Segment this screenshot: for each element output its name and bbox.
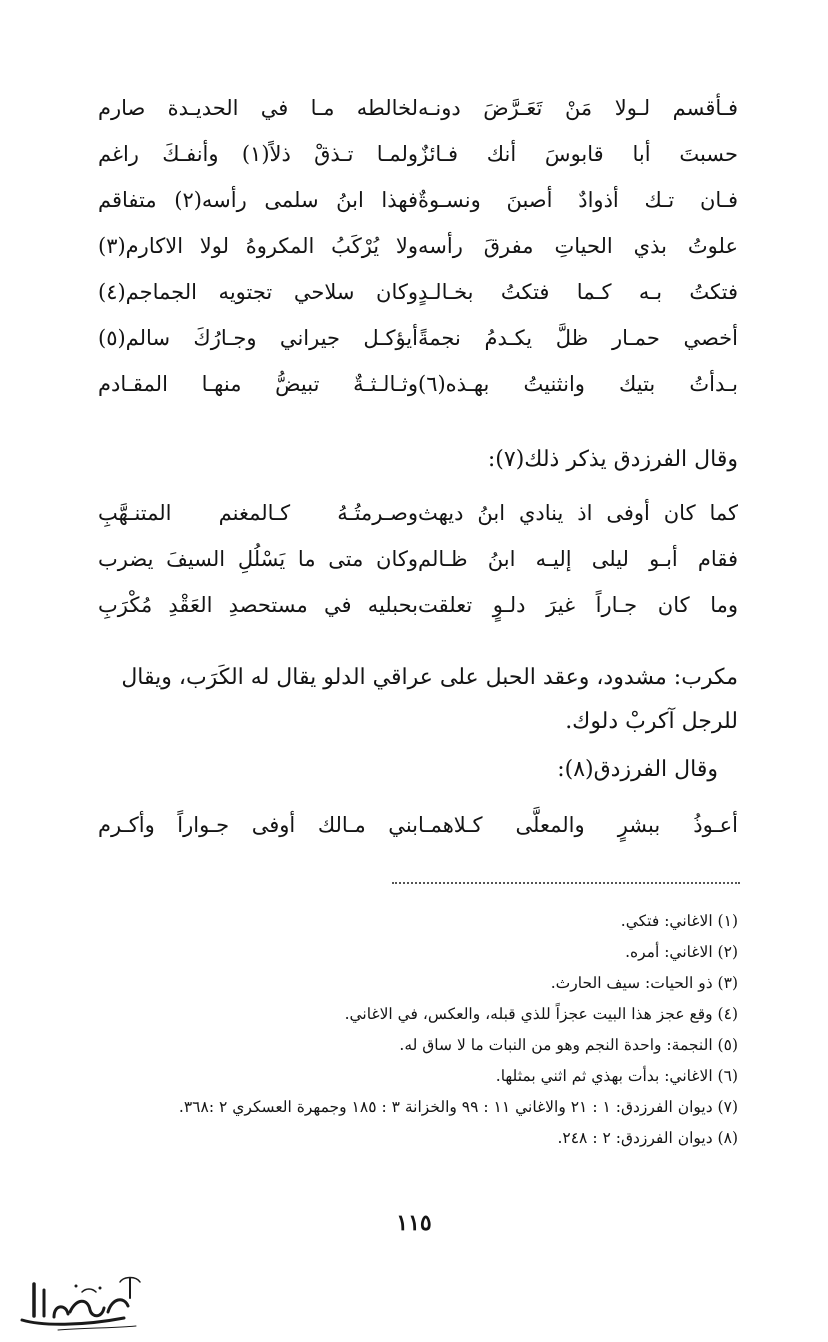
hemistich-first: أخصي حمـار ظلَّ يكـدمُ نجمةً (418, 326, 738, 350)
footnote: (٥) النجمة: واحدة النجم وهو من النبات ما لا ساق له. (399, 1036, 738, 1054)
verse (98, 536, 738, 582)
footnote: (٨) ديوان الفرزدق: ٢ : ٢٤٨. (557, 1129, 738, 1147)
hemistich-second: ولمـا تـذقْ ذلاً(١) وأنفـكَ راغم (98, 142, 418, 166)
hemistich-second: ولا يُرْكَبُ المكروهُ لولا الاكارم(٣) (98, 234, 418, 258)
verse (98, 802, 738, 848)
hemistich-first: فقام أبـو ليلى إليـه ابنُ ظـالم (418, 547, 738, 571)
hemistich-first: وما كان جـاراً غيرَ دلـوٍ تعلقت (418, 593, 738, 617)
hemistich-first: حسبتَ أبا قابوسَ أنك فـائزٌ (418, 142, 738, 166)
hemistich-second: بني مـالك أوفى جـواراً وأكـرم (98, 813, 418, 837)
verse (98, 269, 738, 315)
footnote: (٣) ذو الحيات: سيف الحارث. (550, 974, 738, 992)
hemistich-second: وثـالـثـةٌ تبيضُّ منهـا المقـادم (98, 372, 418, 396)
hemistich-first: أعـوذُ ببشرٍ والمعلَّى كـلاهمـا (418, 813, 738, 837)
verse (98, 223, 738, 269)
intro-line: وقال الفرزدق(٨): (557, 757, 718, 782)
intro-line: وقال الفرزدق يذكر ذلك(٧): (487, 447, 738, 472)
poem-1 (98, 85, 738, 407)
hemistich-first: كما كان أوفى اذ ينادي ابنُ ديهث (418, 501, 738, 525)
verse (98, 85, 738, 131)
verse (98, 582, 738, 628)
hemistich-first: فتكتُ بـه كـما فتكتُ بخـالـدٍ (418, 280, 738, 304)
hemistich-second: لخالطه مـا في الحديـدة صارم (98, 96, 418, 120)
verse (98, 490, 738, 536)
poem-3 (98, 802, 738, 848)
page-number: ١١٥ (396, 1210, 432, 1236)
hemistich-first: علوتُ بذي الحياتِ مفرقَ رأسه (418, 234, 738, 258)
hemistich-second: وكان متى ما يَسْلُلِ السيفَ يضرب (98, 547, 418, 571)
footnote: (٤) وقع عجز هذا البيت عجزاً للذي قبله، والعكس، في الاغاني. (344, 1005, 738, 1023)
footnote: (٢) الاغاني: أمره. (625, 943, 738, 961)
hemistich-second: بحبليه في مستحصدِ العَقْدِ مُكْرَبِ (98, 593, 418, 617)
footnote: (٧) ديوان الفرزدق: ١ : ٢١ والاغاني ١١ : ٩٩ والخزانة ٣ : ١٨٥ وجمهرة العسكري ٢ :٣٦٨. (178, 1098, 738, 1116)
hemistich-first: فـأقسم لـولا مَنْ تَعَـرَّضَ دونـه (418, 96, 738, 120)
verse (98, 131, 738, 177)
verse (98, 315, 738, 361)
poem-2 (98, 490, 738, 628)
hemistich-second: فهذا ابنُ سلمى رأسه(٢) متفاقم (98, 188, 419, 212)
verse (98, 177, 738, 223)
footnote: (٦) الاغاني: بدأت بهذي ثم اثني بمثلها. (495, 1067, 738, 1085)
footnote-separator (392, 882, 740, 884)
hemistich-second: أيؤكـل جيراني وجـارُكَ سالم(٥) (98, 326, 418, 350)
hemistich-second: وصـرمتُـهُ كـالمغنم المتنـهَّبِ (98, 501, 418, 525)
hemistich-first: فـان تـك أذوادٌ أصبنَ ونسـوةٌ (418, 188, 738, 212)
verse (98, 361, 738, 407)
calligraphy-seal-logo (12, 1268, 162, 1334)
hemistich-second: وكان سلاحي تجتويه الجماجم(٤) (98, 280, 418, 304)
footnotes (38, 906, 738, 1154)
hemistich-first: بـدأتُ بتيك وانثنيتُ بهـذه(٦) (418, 372, 738, 396)
gloss-paragraph: مكرب: مشدود، وعقد الحبل على عراقي الدلو يقال له الكَرَب، ويقال للرجل آكربْ دلوك. (121, 665, 738, 734)
footnote: (١) الاغاني: فتكي. (620, 912, 738, 930)
